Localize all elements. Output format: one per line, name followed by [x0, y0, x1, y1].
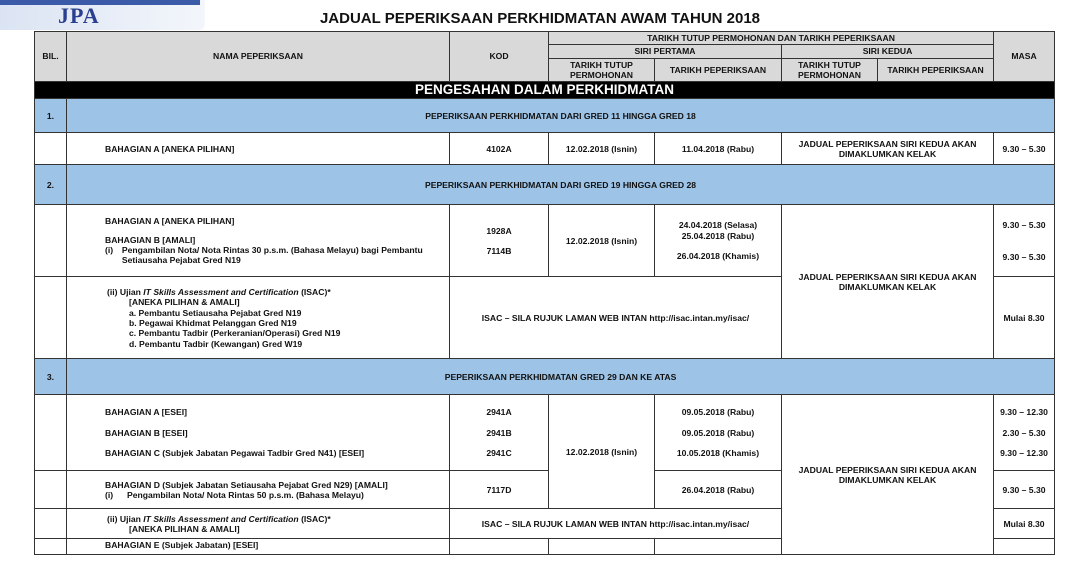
s3-a-masa: 9.30 – 12.30 — [1000, 407, 1048, 418]
s3-isac-pre: Ujian — [119, 513, 141, 524]
s2-tarikh-cell — [655, 205, 782, 277]
section-title: PENGESAHAN DALAM PERKHIDMATAN — [35, 82, 1055, 99]
s2-isac-item: d. Pembantu Tadbir (Kewangan) Gred W19 — [129, 338, 303, 349]
s2-isac-italic: IT Skills Assessment and Certification — [143, 287, 299, 297]
s3-isac-sub: [ANEKA PILIHAN & AMALI] — [129, 523, 240, 534]
s2-b-tarikh2: 26.04.2018 (Khamis) — [676, 251, 760, 262]
section-1-no: 1. — [35, 99, 67, 133]
s3-d-masa: 9.30 – 5.30 — [994, 471, 1055, 509]
s2-a-tarikh: 24.04.2018 (Selasa) — [678, 220, 758, 231]
col-periksa-1: TARIKH PEPERIKSAAN — [655, 58, 782, 82]
s2-b-name: BAHAGIAN B [AMALI] — [105, 234, 196, 245]
page-title: JADUAL PEPERIKSAAN PERKHIDMATAN AWAM TAHUN 2018 — [319, 10, 761, 27]
s3-c-kod: 2941C — [486, 448, 512, 459]
s3-a-kod: 2941A — [486, 407, 512, 418]
s3-e-name: BAHAGIAN E (Subjek Jabatan) [ESEI] — [67, 539, 450, 555]
s3-tutup: 12.02.2018 (Isnin) — [549, 395, 655, 509]
s2-isac-item: a. Pembantu Setiausaha Pejabat Gred N19 — [129, 307, 302, 318]
s2-a-masa: 9.30 – 5.30 — [1002, 219, 1046, 230]
s2-siri2: JADUAL PEPERIKSAAN SIRI KEDUA AKAN DIMAKLUMKAN KELAK — [782, 205, 994, 359]
s2-isac-no: (ii) — [107, 287, 118, 297]
logo-bar — [0, 0, 200, 5]
s3-isac-link: ISAC – SILA RUJUK LAMAN WEB INTAN http://isac.intan.my/isac/ — [450, 509, 782, 539]
col-tutup-1: TARIKH TUTUP PERMOHONAN — [549, 58, 655, 82]
s2-b-sub: Pengambilan Nota/ Nota Rintas 30 p.s.m. (Bahasa Melayu) bagi Pembantu Setiausaha Pejabat Gred N19 — [121, 244, 423, 266]
col-siri-kedua: SIRI KEDUA — [782, 45, 994, 58]
s3-d-sub-no: (i) — [105, 489, 114, 500]
s1-kod: 4102A — [450, 133, 549, 165]
row-bil-empty — [35, 395, 67, 471]
s3-kod-cell — [450, 395, 549, 471]
col-nama: NAMA PEPERIKSAAN — [67, 32, 450, 82]
s3-b-tarikh: 09.05.2018 (Rabu) — [681, 427, 755, 438]
col-tutup-2: TARIKH TUTUP PERMOHONAN — [782, 58, 878, 82]
s2-isac-cell — [67, 277, 450, 359]
section-2-no: 2. — [35, 165, 67, 205]
s2-isac-post: (ISAC)* — [301, 287, 331, 297]
row-bil-empty — [35, 471, 67, 509]
s3-d-name: BAHAGIAN D (Subjek Jabatan Setiausaha Pejabat Gred N29) [AMALI] — [105, 479, 388, 490]
s3-b-name: BAHAGIAN B [ESEI] — [105, 427, 188, 438]
s1-siri2: JADUAL PEPERIKSAAN SIRI KEDUA AKAN DIMAKLUMKAN KELAK — [782, 133, 994, 165]
s2-a-name: BAHAGIAN A [ANEKA PILIHAN] — [105, 216, 235, 227]
section-3-no: 3. — [35, 359, 67, 395]
s3-d-sub: Pengambilan Nota/ Nota Rintas 50 p.s.m. (Bahasa Melayu) — [127, 489, 364, 500]
col-siri-pertama: SIRI PERTAMA — [549, 45, 782, 58]
row-bil-empty — [35, 205, 67, 277]
s2-tutup: 12.02.2018 (Isnin) — [549, 205, 655, 277]
s3-d-cell — [67, 471, 450, 509]
s3-e-kod — [450, 539, 549, 555]
s3-siri2: JADUAL PEPERIKSAAN SIRI KEDUA AKAN DIMAKLUMKAN KELAK — [782, 395, 994, 555]
s3-isac-italic: IT Skills Assessment and Certification — [143, 513, 299, 524]
s3-isac-no: (ii) — [107, 513, 118, 524]
s1-masa: 9.30 – 5.30 — [994, 133, 1055, 165]
s1-name: BAHAGIAN A [ANEKA PILIHAN] — [67, 133, 450, 165]
s2-masa-cell — [994, 205, 1055, 277]
s2-isac-pre: Ujian — [119, 287, 141, 297]
s3-abc-cell — [67, 395, 450, 471]
s3-e-tutup — [549, 539, 655, 555]
s2-isac-item: b. Pegawai Khidmat Pelanggan Gred N19 — [129, 317, 297, 328]
s2-b-tarikh1: 25.04.2018 (Rabu) — [681, 230, 755, 241]
s2-ab-cell — [67, 205, 450, 277]
row-bil-empty — [35, 133, 67, 165]
s2-a-kod: 1928A — [486, 225, 512, 236]
s2-isac-sub: [ANEKA PILIHAN & AMALI] — [129, 297, 240, 308]
s3-a-tarikh: 09.05.2018 (Rabu) — [681, 407, 755, 418]
s1-tarikh: 11.04.2018 (Rabu) — [655, 133, 782, 165]
s2-kod-cell — [450, 205, 549, 277]
logo-text: JPA — [58, 3, 100, 28]
s2-b-masa: 9.30 – 5.30 — [1002, 251, 1046, 262]
s3-b-kod: 2941B — [486, 427, 512, 438]
s3-masa-cell — [994, 395, 1055, 471]
section-2-title: PEPERIKSAAN PERKHIDMATAN DARI GRED 19 HINGGA GRED 28 — [67, 165, 1055, 205]
row-bil-empty — [35, 539, 67, 555]
s2-isac-item: c. Pembantu Tadbir (Perkeranian/Operasi) Gred N19 — [129, 328, 341, 339]
col-kod: KOD — [450, 32, 549, 82]
section-1-title: PEPERIKSAAN PERKHIDMATAN DARI GRED 11 HINGGA GRED 18 — [67, 99, 1055, 133]
s3-d-kod: 7117D — [450, 471, 549, 509]
col-bil: BIL. — [35, 32, 67, 82]
s3-c-tarikh: 10.05.2018 (Khamis) — [676, 448, 760, 459]
s3-b-masa: 2.30 – 5.30 — [1002, 427, 1046, 438]
s3-isac-cell — [67, 509, 450, 539]
s3-isac-post: (ISAC)* — [301, 513, 331, 524]
s3-c-masa: 9.30 – 12.30 — [1000, 448, 1048, 459]
row-bil-empty — [35, 509, 67, 539]
s2-b-sub-no: (i) — [105, 244, 114, 255]
row-bil-empty — [35, 277, 67, 359]
s3-a-name: BAHAGIAN A [ESEI] — [105, 407, 187, 418]
s1-tutup: 12.02.2018 (Isnin) — [549, 133, 655, 165]
col-tarikh: TARIKH TUTUP PERMOHONAN DAN TARIKH PEPERIKSAAN — [549, 32, 994, 45]
s3-e-masa — [994, 539, 1055, 555]
s2-b-kod: 7114B — [486, 245, 512, 256]
col-periksa-2: TARIKH PEPERIKSAAN — [878, 58, 994, 82]
s2-isac-masa: Mulai 8.30 — [994, 277, 1055, 359]
section-3-title: PEPERIKSAAN PERKHIDMATAN GRED 29 DAN KE ATAS — [67, 359, 1055, 395]
s2-isac-list — [107, 308, 446, 349]
exam-schedule-table — [34, 31, 1055, 555]
s2-isac-link: ISAC – SILA RUJUK LAMAN WEB INTAN http://isac.intan.my/isac/ — [450, 277, 782, 359]
col-masa: MASA — [994, 32, 1055, 82]
s3-e-tarikh — [655, 539, 782, 555]
s3-isac-masa: Mulai 8.30 — [994, 509, 1055, 539]
s3-c-name: BAHAGIAN C (Subjek Jabatan Pegawai Tadbir Gred N41) [ESEI] — [105, 448, 365, 459]
s3-d-tarikh: 26.04.2018 (Rabu) — [655, 471, 782, 509]
s3-tarikh-cell — [655, 395, 782, 471]
